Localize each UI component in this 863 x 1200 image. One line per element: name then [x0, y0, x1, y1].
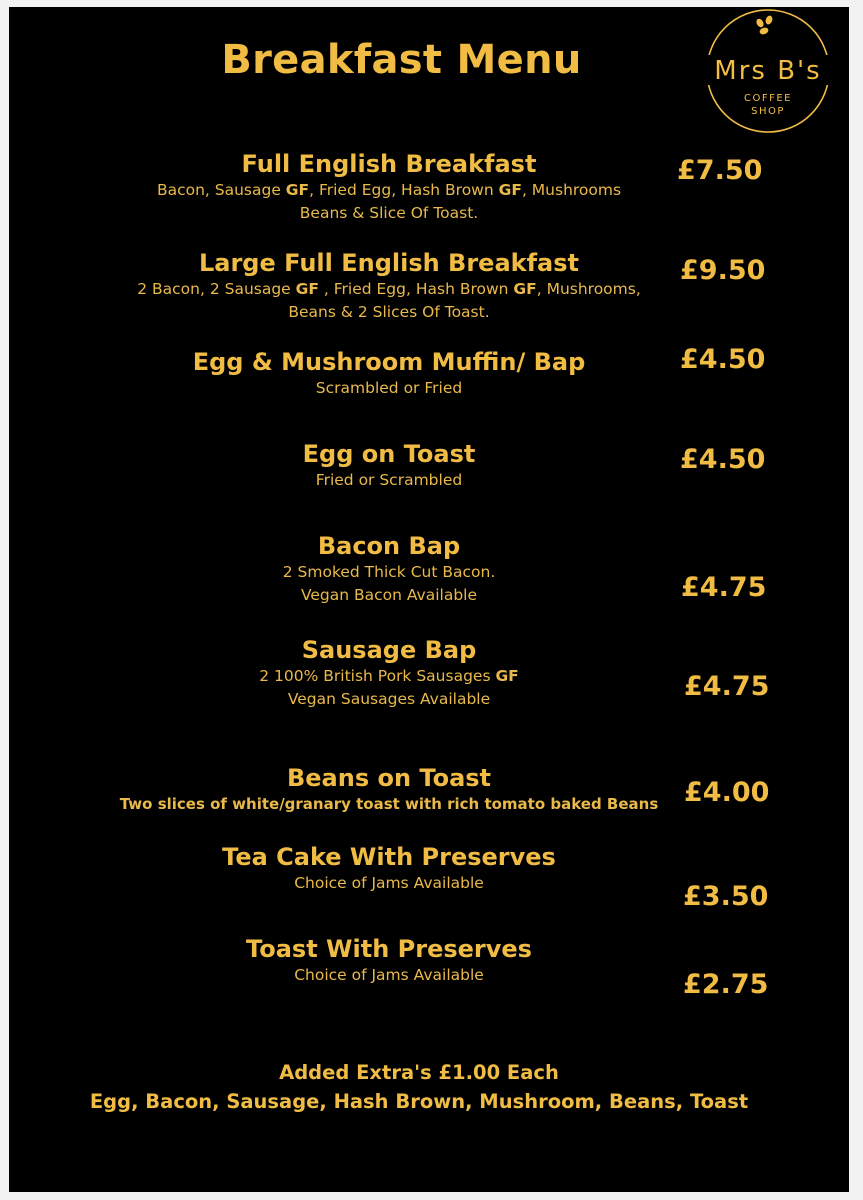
item-name: Full English Breakfast — [241, 150, 537, 178]
menu-item-toast-preserves — [9, 934, 769, 987]
item-price: £4.00 — [684, 777, 770, 808]
menu-item-large-full-english — [9, 248, 769, 324]
item-name: Large Full English Breakfast — [198, 249, 580, 277]
menu-item-egg-on-toast — [9, 439, 769, 492]
item-price: £4.50 — [680, 444, 766, 475]
item-price: £4.75 — [684, 671, 770, 702]
menu-item-egg-mushroom-muffin — [9, 344, 769, 400]
item-name: Sausage Bap — [301, 636, 477, 664]
extras-list: Egg, Bacon, Sausage, Hash Brown, Mushroom, Beans, Toast — [89, 1090, 749, 1113]
menu-item-bacon-bap — [9, 531, 769, 607]
extras-heading: Added Extra's £1.00 Each — [279, 1061, 559, 1084]
item-description-2: Vegan Sausages Available — [287, 690, 491, 708]
item-price: £3.50 — [683, 881, 769, 912]
item-name: Bacon Bap — [317, 532, 461, 560]
svg-text:SHOP: SHOP — [751, 106, 785, 117]
menu-item-beans-on-toast — [9, 763, 769, 816]
item-description: Two slices of white/granary toast with rich tomato baked Beans — [119, 795, 659, 813]
coffee-shop-logo — [704, 7, 832, 135]
svg-text:Mrs B's: Mrs B's — [714, 56, 822, 86]
menu-page — [9, 7, 849, 1192]
item-price: £4.50 — [680, 344, 766, 375]
item-name: Egg on Toast — [302, 440, 476, 468]
extras-section — [9, 1058, 829, 1116]
item-description: 2 100% British Pork Sausages GF — [259, 667, 519, 685]
item-description: Fried or Scrambled — [315, 471, 463, 489]
menu-item-full-english — [9, 149, 769, 225]
item-description: Scrambled or Fried — [315, 379, 463, 397]
item-name: Tea Cake With Preserves — [222, 843, 556, 871]
svg-text:COFFEE: COFFEE — [744, 93, 792, 104]
item-description: 2 Smoked Thick Cut Bacon. — [282, 563, 496, 581]
menu-item-tea-cake — [9, 842, 769, 895]
item-price: £2.75 — [683, 969, 769, 1000]
item-price: £7.50 — [677, 155, 763, 186]
menu-item-sausage-bap — [9, 635, 769, 711]
item-description-2: Beans & 2 Slices Of Toast. — [288, 303, 490, 321]
logo-seal-icon — [704, 7, 832, 135]
item-name: Beans on Toast — [286, 764, 492, 792]
item-description-2: Beans & Slice Of Toast. — [299, 204, 479, 222]
item-name: Egg & Mushroom Muffin/ Bap — [192, 348, 586, 376]
item-price: £9.50 — [680, 255, 766, 286]
item-description: Choice of Jams Available — [294, 966, 484, 984]
item-description-2: Vegan Bacon Available — [300, 586, 478, 604]
item-name: Toast With Preserves — [246, 935, 532, 963]
menu-title: Breakfast Menu — [221, 37, 582, 83]
item-price: £4.75 — [681, 572, 767, 603]
item-description: Choice of Jams Available — [294, 874, 484, 892]
item-description: 2 Bacon, 2 Sausage GF , Fried Egg, Hash Brown GF, Mushrooms, — [137, 280, 641, 298]
item-description: Bacon, Sausage GF, Fried Egg, Hash Brown GF, Mushrooms — [156, 181, 622, 199]
